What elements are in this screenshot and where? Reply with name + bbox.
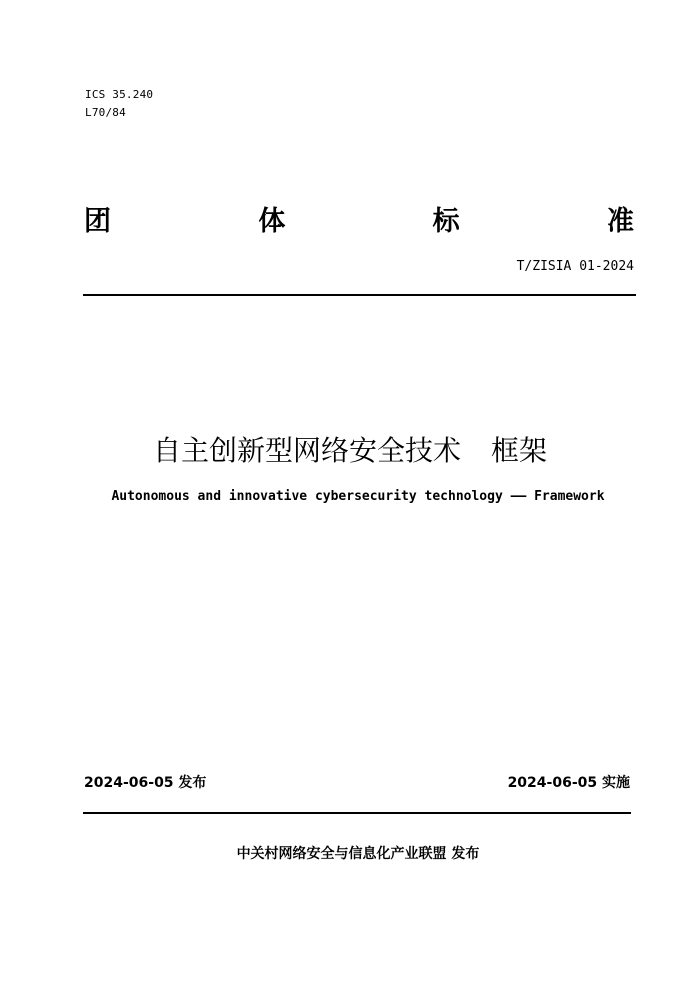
title-english: Autonomous and innovative cybersecurity technology —— Framework bbox=[111, 489, 605, 504]
standard-type-heading bbox=[84, 202, 634, 242]
classification-codes bbox=[85, 86, 153, 122]
top-divider bbox=[83, 294, 636, 296]
standard-type-char: 团 bbox=[84, 206, 111, 237]
ccs-code: L70/84 bbox=[85, 106, 126, 119]
standard-number: T/ZISIA 01-2024 bbox=[516, 259, 634, 274]
bottom-divider bbox=[83, 812, 631, 814]
publisher: 中关村网络安全与信息化产业联盟 发布 bbox=[236, 846, 480, 862]
implementation-date: 2024-06-05 实施 bbox=[507, 775, 630, 791]
title-chinese bbox=[0, 430, 700, 472]
title-chinese-sub: 框架 bbox=[491, 434, 548, 467]
ics-code: ICS 35.240 bbox=[85, 88, 154, 101]
title-chinese-main: 自主创新型网络安全技术 bbox=[152, 434, 461, 467]
standard-type-char: 体 bbox=[258, 206, 286, 237]
issue-date: 2024-06-05 发布 bbox=[84, 775, 207, 791]
standard-type-char: 标 bbox=[432, 206, 460, 237]
standard-type-char: 准 bbox=[606, 206, 634, 237]
